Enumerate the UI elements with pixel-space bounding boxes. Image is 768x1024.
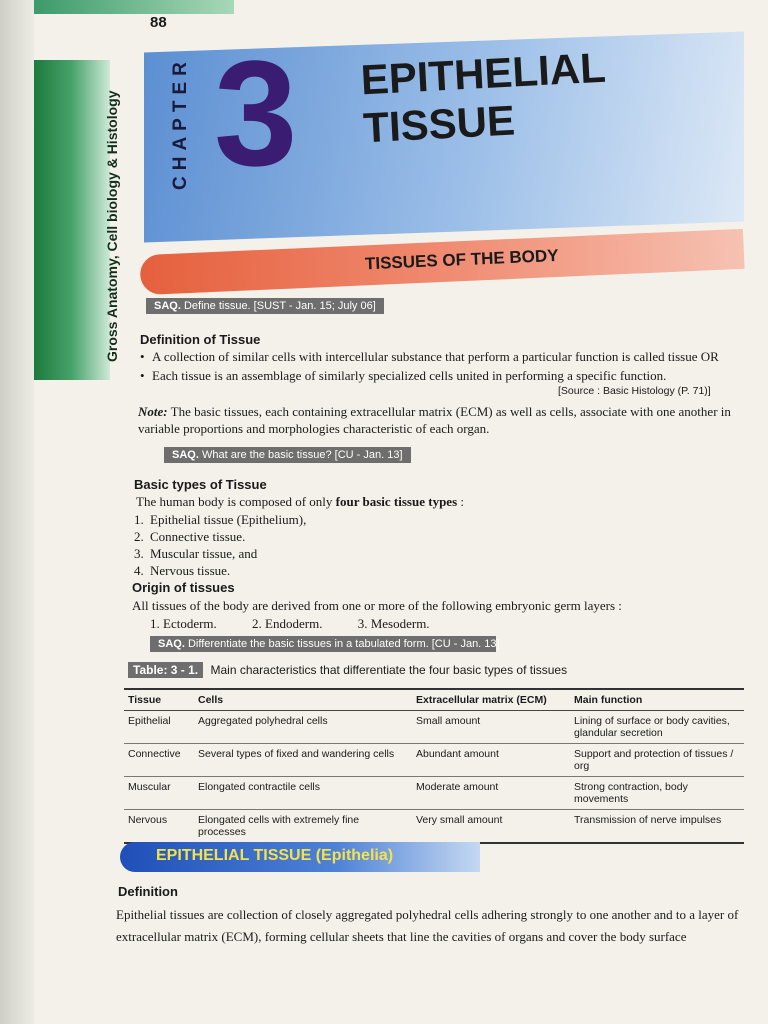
top-color-strip (34, 0, 234, 14)
note-line-2: variable proportions and morphologies characteristic of each organ. (138, 421, 490, 436)
table-row: Epithelial Aggregated polyhedral cells Small amount Lining of surface or body cavities, glandular secretion (124, 711, 744, 744)
epithelial-definition-heading: Definition (118, 884, 178, 899)
definition-source: [Source : Basic Histology (P. 71)] (558, 385, 711, 397)
side-color-tab (34, 60, 110, 380)
germ-layers (150, 616, 462, 632)
table-row: Connective Several types of fixed and wandering cells Abundant amount Support and protection of tissues / org (124, 744, 744, 777)
basic-types-heading: Basic types of Tissue (134, 477, 267, 492)
germ-layer: 3. Mesoderm. (357, 616, 430, 631)
basic-types-intro: The human body is composed of only four basic tissue types : (136, 494, 465, 509)
basic-types-list (134, 512, 306, 580)
definition-bullet-2: • Each tissue is an assemblage of similarly specialized cells united in performing a specific function. (140, 368, 666, 384)
table-caption: Table: 3 - 1. Main characteristics that differentiate the four basic types of tissues (128, 663, 567, 677)
table-header-row (124, 689, 744, 711)
definition-bullet-1: • A collection of similar cells with intercellular substance that perform a particular function is called tissue OR (140, 349, 719, 365)
list-item: 1. Epithelial tissue (Epithelium), (134, 512, 307, 527)
column-header: Extracellular matrix (ECM) (412, 689, 570, 711)
section-title: EPITHELIAL TISSUE (Epithelia) (156, 847, 394, 864)
chapter-title (360, 44, 610, 153)
table-row: Nervous Elongated cells with extremely fine processes Very small amount Transmission of nerve impulses (124, 810, 744, 844)
germ-layer: 1. Ectoderm. (150, 616, 217, 631)
column-header: Tissue (124, 689, 194, 711)
origin-heading: Origin of tissues (132, 580, 235, 595)
origin-text: All tissues of the body are derived from one or more of the following embryonic germ layers : (132, 598, 622, 613)
chapter-title-line1: EPITHELIAL (359, 43, 607, 104)
list-item: 4. Nervous tissue. (134, 563, 231, 578)
germ-layer: 2. Endoderm. (252, 616, 323, 631)
note-line-1: Note: The basic tissues, each containing extracellular matrix (ECM) as well as cells, associate with one another in (138, 404, 731, 419)
chapter-number: 3 (214, 29, 298, 197)
epithelial-definition-text: Epithelial tissues are collection of closely aggregated polyhedral cells adhering strongly to one another and to a layer of extracellular matrix (ECM), forming cellular sheets that line the cavities of organs and cover the body surface (116, 907, 739, 944)
section-band-epithelial (120, 842, 480, 872)
saq-badge: SAQ. Define tissue. [SUST - Jan. 15; July 06] (146, 298, 384, 314)
section-title: TISSUES OF THE BODY (364, 245, 559, 274)
tissue-comparison-table (124, 688, 744, 844)
column-header: Main function (570, 689, 744, 711)
table-tag: Table: 3 - 1. (128, 662, 203, 678)
chapter-label: CHAPTER (170, 56, 191, 190)
saq-badge: SAQ. What are the basic tissue? [CU - Jan. 13] (164, 447, 411, 463)
list-item: 3. Muscular tissue, and (134, 546, 258, 561)
definition-heading: Definition of Tissue (140, 332, 261, 347)
saq-badge: SAQ. Differentiate the basic tissues in a tabulated form. [CU - Jan. 13] (150, 636, 496, 652)
table-row: Muscular Elongated contractile cells Moderate amount Strong contraction, body movements (124, 777, 744, 810)
page-number: 88 (150, 14, 167, 31)
side-book-title: Gross Anatomy, Cell biology & Histology (104, 90, 120, 362)
chapter-title-line2: TISSUE (362, 96, 517, 152)
column-header: Cells (194, 689, 412, 711)
page-gutter-shadow (0, 0, 34, 1024)
list-item: 2. Connective tissue. (134, 529, 246, 544)
